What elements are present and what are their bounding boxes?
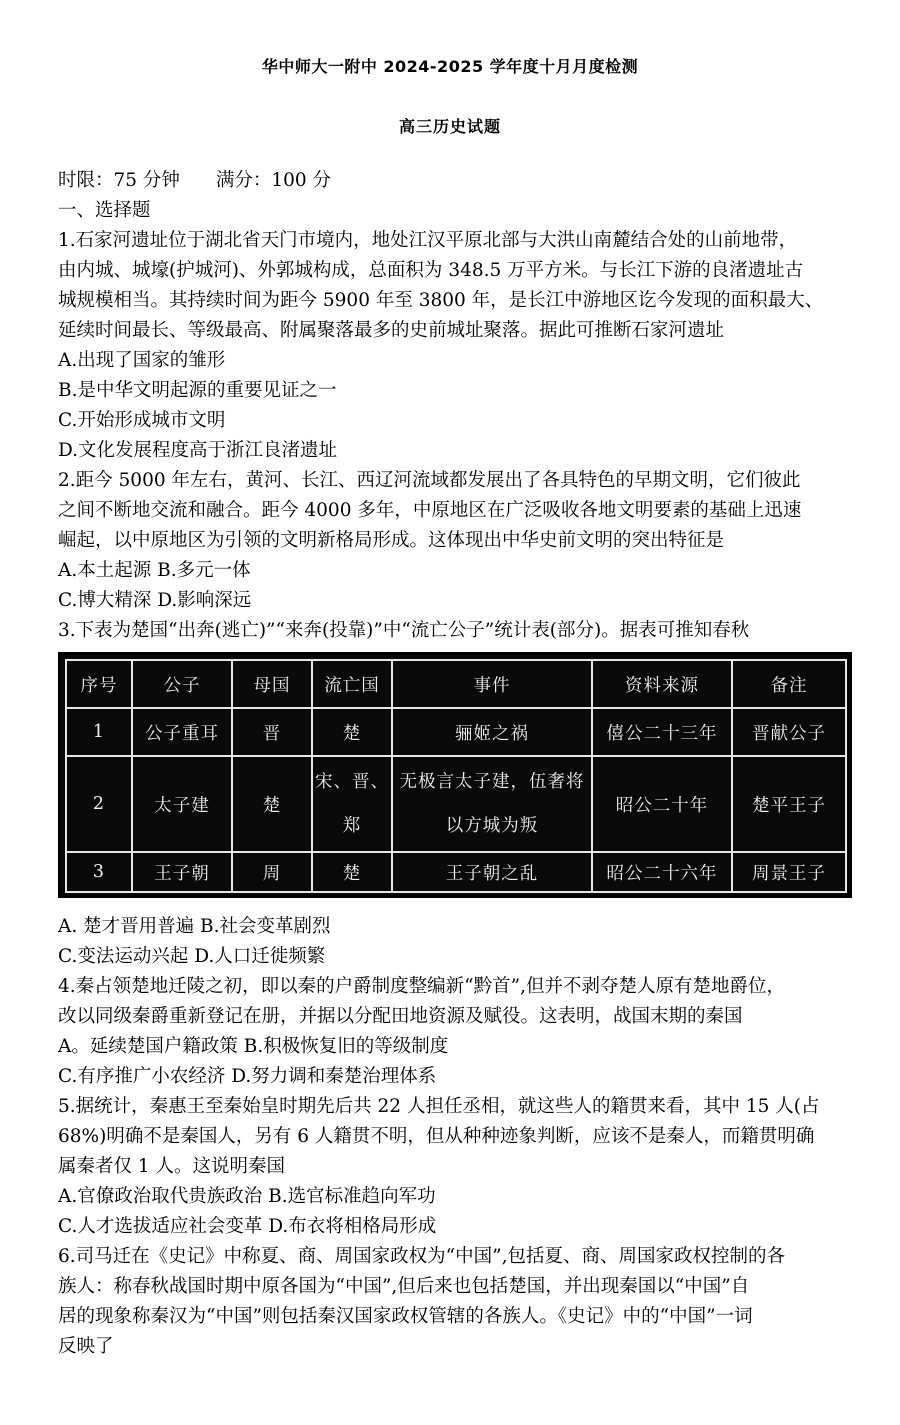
table-cell: 昭公二十年 [592,756,732,852]
exam-title: 华中师大一附中 2024-2025 学年度十月月度检测 [261,57,639,76]
section-heading: 一、选择题 [58,200,151,221]
table-cell: 公子重耳 [132,708,232,756]
q5-stem-line: 5.据统计，秦惠王至秦始皇时期先后共 22 人担任丞相，就这些人的籍贯来看，其中 15 人(占 [58,1096,820,1117]
q1-option-a: A.出现了国家的雏形 [58,350,226,371]
q3-stem-line: 3.下表为楚国“出奔(逃亡)”“来奔(投靠)”中“流亡公子”统计表(部分)。据表可推知春秋 [58,620,750,641]
q3-options-cd: C.变法运动兴起 D.人口迁徙频繁 [58,946,326,967]
table-header-cell: 资料来源 [592,660,732,708]
table-cell: 楚 [312,852,392,892]
q2-options-ab: A.本土起源 B.多元一体 [58,560,251,581]
exiles-table [65,659,847,893]
q4-stem-line: 改以同级秦爵重新登记在册，并据以分配田地资源及赋役。这表明，战国末期的秦国 [58,1006,743,1027]
exam-meta [58,166,331,196]
full-score: 满分：100 分 [215,170,332,191]
table-cell: 楚 [312,708,392,756]
q5-options-ab: A.官僚政治取代贵族政治 B.选官标准趋向军功 [58,1186,436,1207]
table-header-cell: 流亡国 [312,660,392,708]
q1-option-c: C.开始形成城市文明 [58,410,226,431]
q4-options-cd: C.有序推广小农经济 D.努力调和秦楚治理体系 [58,1066,437,1087]
q4-stem-line: 4.秦占领楚地迁陵之初，即以秦的户爵制度整编新“黔首”,但并不剥夺楚人原有楚地爵位， [58,976,785,997]
q1-stem-line: 由内城、城壕(护城河)、外郭城构成，总面积为 348.5 万平方米。与长江下游的良渚遗址古 [58,260,804,281]
table-cell: 周 [232,852,312,892]
table-cell: 骊姬之祸 [392,708,592,756]
exam-subtitle: 高三历史试题 [398,117,501,136]
q1-option-b: B.是中华文明起源的重要见证之一 [58,380,337,401]
table-cell: 太子建 [132,756,232,852]
table-cell: 王子朝 [132,852,232,892]
table-row [66,852,846,892]
q5-stem-line: 68%)明确不是秦国人，另有 6 人籍贯不明，但从种种迹象判断，应该不是秦人，而籍贯明确 [58,1126,815,1147]
q4-options-ab: A。延续楚国户籍政策 B.积极恢复旧的等级制度 [58,1036,449,1057]
table-cell: 王子朝之乱 [392,852,592,892]
table-row [66,708,846,756]
table-cell: 无极言太子建，伍奢将以方城为叛 [392,756,592,852]
q5-options-cd: C.人才选拔适应社会变革 D.布衣将相格局形成 [58,1216,437,1237]
table-header-cell: 序号 [66,660,132,708]
table-cell: 3 [66,852,132,892]
q2-stem-line: 之间不断地交流和融合。距今 4000 多年，中原地区在广泛吸收各地文明要素的基础上迅速 [58,500,802,521]
q1-stem-line: 延续时间最长、等级最高、附属聚落最多的史前城址聚落。据此可推断石家河遗址 [58,320,725,341]
q6-stem-line: 族人：称春秋战国时期中原各国为“中国”,但后来也包括楚国，并出现秦国以“中国”自 [58,1276,750,1297]
q3-options-ab: A. 楚才晋用普遍 B.社会变革剧烈 [58,916,331,937]
q1-stem-line: 城规模相当。其持续时间为距今 5900 年至 3800 年，是长江中游地区讫今发现的面积最大、 [58,290,824,311]
table-header-cell: 事件 [392,660,592,708]
table-header-cell: 备注 [732,660,846,708]
table-cell: 楚 [232,756,312,852]
table-header-row [66,660,846,708]
q5-stem-line: 属秦者仅 1 人。这说明秦国 [58,1156,286,1177]
q2-stem-line: 2.距今 5000 年左右，黄河、长江、西辽河流域都发展出了各具特色的早期文明，它们彼此 [58,470,801,491]
q6-stem-line: 6.司马迁在《史记》中称夏、商、周国家政权为“中国”,包括夏、商、周国家政权控制的各 [58,1246,785,1267]
table-cell: 楚平王子 [732,756,846,852]
table-row [66,756,846,852]
q6-stem-line: 反映了 [58,1336,114,1357]
table-cell: 晋献公子 [732,708,846,756]
exiles-table-scan [58,652,852,898]
q2-stem-line: 崛起，以中原地区为引领的文明新格局形成。这体现出中华史前文明的突出特征是 [58,530,725,551]
table-header-cell: 母国 [232,660,312,708]
q1-option-d: D.文化发展程度高于浙江良渚遗址 [58,440,338,461]
table-cell: 僖公二十三年 [592,708,732,756]
table-cell: 昭公二十六年 [592,852,732,892]
table-header-cell: 公子 [132,660,232,708]
table-cell: 2 [66,756,132,852]
table-cell: 宋、晋、郑 [312,756,392,852]
q1-stem-line: 1.石家河遗址位于湖北省天门市境内，地处江汉平原北部与大洪山南麓结合处的山前地带， [58,230,798,251]
table-cell: 晋 [232,708,312,756]
time-limit: 时限：75 分钟 [58,170,180,191]
table-cell: 周景王子 [732,852,846,892]
q6-stem-line: 居的现象称秦汉为“中国”则包括秦汉国家政权管辖的各族人。《史记》中的“中国”一词 [58,1306,753,1327]
q2-options-cd: C.博大精深 D.影响深远 [58,590,252,611]
table-cell: 1 [66,708,132,756]
